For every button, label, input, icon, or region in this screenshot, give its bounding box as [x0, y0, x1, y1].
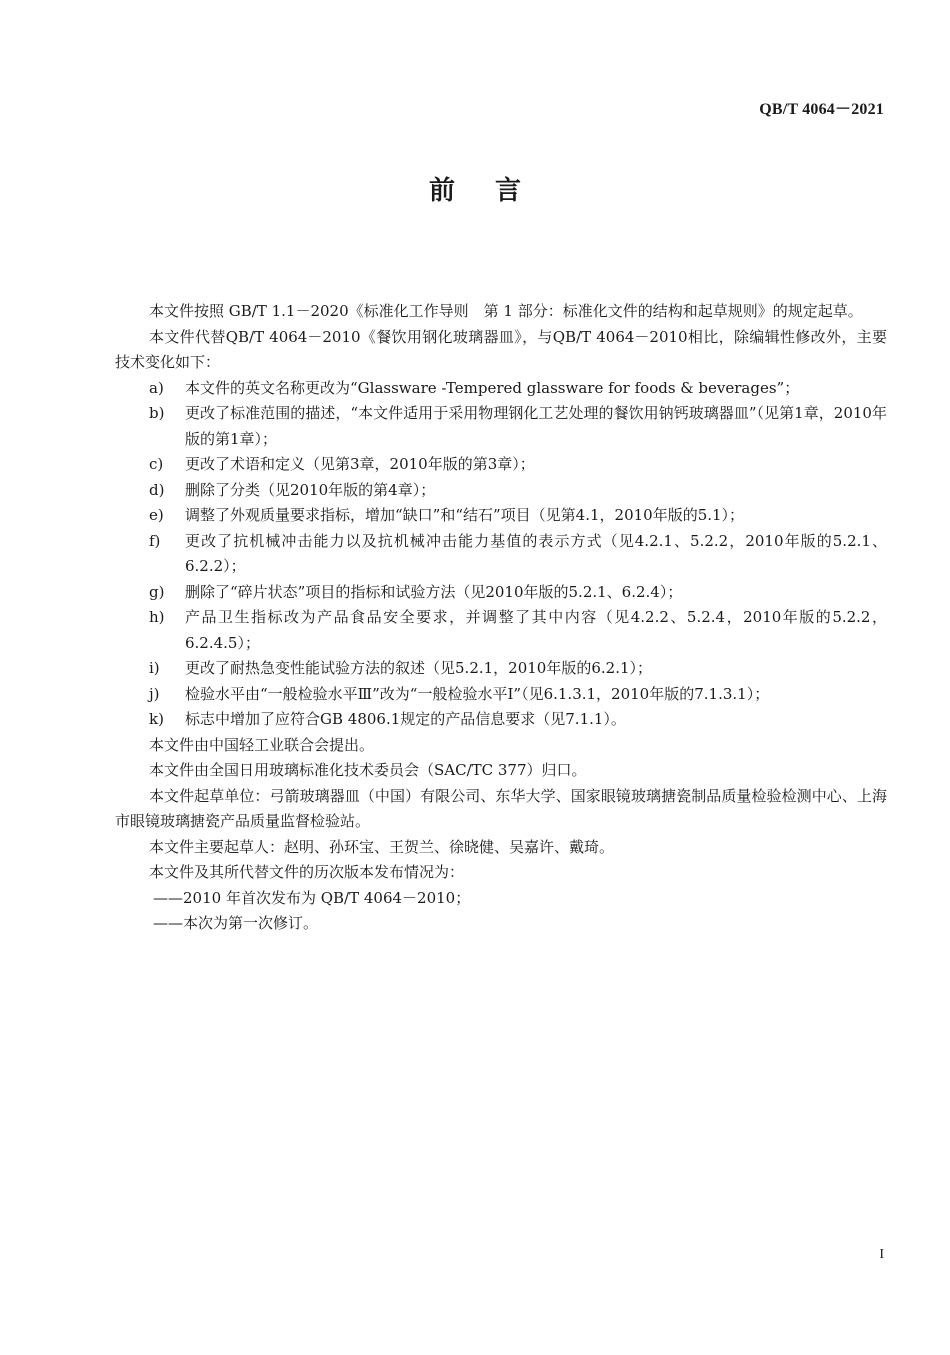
list-item-text: 更改了耐热急变性能试验方法的叙述（见5.2.1，2010年版的6.2.1）；: [185, 659, 653, 677]
list-item-text: 更改了术语和定义（见第3章，2010年版的第3章）；: [185, 455, 535, 473]
list-marker: a): [149, 378, 164, 397]
list-item-text: 检验水平由“一般检验水平Ⅲ”改为“一般检验水平Ⅰ”（见6.1.3.1，2010年版的7.1.3.1）；: [185, 684, 770, 703]
paragraph-history-intro: 本文件及其所代替文件的历次版本发布情况为：: [149, 863, 465, 881]
list-marker: i): [149, 659, 160, 677]
list-item: [115, 376, 887, 402]
history-item: ——2010 年首次发布为 QB/T 4064－2010；: [153, 888, 471, 907]
paragraph-replaces: 本文件代替QB/T 4064－2010《餐饮用钢化玻璃器皿》，与QB/T 4064－2010相比，除编辑性修改外，主要技术变化如下：: [115, 327, 887, 371]
paragraph-centralized: 本文件由全国日用玻璃标准化技术委员会（SAC/TC 377）归口。: [149, 761, 587, 779]
list-marker: b): [149, 404, 165, 422]
list-item-text: 调整了外观质量要求指标，增加“缺口”和“结石”项目（见第4.1，2010年版的5.1）；: [185, 506, 745, 524]
paragraph-drafting-units: 本文件起草单位：弓箭玻璃器皿（中国）有限公司、东华大学、国家眼镜玻璃搪瓷制品质量检验检测中心、上海市眼镜玻璃搪瓷产品质量监督检验站。: [115, 786, 887, 830]
list-item: [115, 503, 887, 529]
list-item: [115, 605, 887, 656]
list-item: [115, 401, 887, 452]
paragraph-drafters: 本文件主要起草人：赵明、孙环宝、王贺兰、徐晓健、吴嘉许、戴琦。: [149, 837, 615, 856]
list-item-text: 标志中增加了应符合GB 4806.1规定的产品信息要求（见7.1.1）。: [185, 710, 626, 728]
paragraph-proposed: 本文件由中国轻工业联合会提出。: [149, 735, 375, 754]
list-marker: j): [149, 684, 160, 703]
list-marker: f): [149, 531, 161, 550]
standard-code: QB/T 4064－2021: [759, 101, 884, 118]
list-item: [115, 452, 887, 478]
list-marker: c): [149, 455, 164, 473]
page-number: I: [879, 1247, 884, 1262]
title-char: 前: [428, 176, 455, 206]
foreword-body: [115, 299, 887, 937]
list-item-text: 更改了抗机械冲击能力以及抗机械冲击能力基值的表示方式（见4.2.1、5.2.2，2010年版的5.2.1、6.2.2）；: [185, 531, 887, 575]
list-marker: g): [149, 582, 165, 601]
list-item-text: 产品卫生指标改为产品食品安全要求，并调整了其中内容（见4.2.2、5.2.4，2010年版的5.2.2，6.2.4.5）；: [185, 608, 887, 652]
list-item: [115, 529, 887, 580]
changes-list: [115, 376, 887, 733]
list-item-text: 更改了标准范围的描述，“本文件适用于采用物理钢化工艺处理的餐饮用钠钙玻璃器皿”（见第1章，2010年版的第1章）；: [185, 404, 887, 448]
list-item: [115, 580, 887, 606]
list-item-text: 本文件的英文名称更改为“Glassware -Tempered glassware for foods & beverages”；: [185, 378, 800, 397]
history-item: ——本次为第一次修订。: [153, 914, 319, 932]
list-item-text: 删除了分类（见2010年版的第4章）；: [185, 480, 436, 499]
list-marker: k): [149, 710, 164, 728]
list-item: [115, 682, 887, 708]
list-item-text: 删除了“碎片状态”项目的指标和试验方法（见2010年版的5.2.1、6.2.4）；: [185, 582, 683, 601]
list-item: [115, 656, 887, 682]
title-char: 言: [495, 176, 522, 206]
list-marker: e): [149, 506, 164, 524]
list-marker: d): [149, 480, 165, 499]
list-item: [115, 478, 887, 504]
list-item: [115, 707, 887, 733]
paragraph-basis: 本文件按照 GB/T 1.1－2020《标准化工作导则 第 1 部分：标准化文件的结构和起草规则》的规定起草。: [149, 302, 863, 320]
list-marker: h): [149, 608, 165, 626]
page-title: [0, 170, 950, 207]
